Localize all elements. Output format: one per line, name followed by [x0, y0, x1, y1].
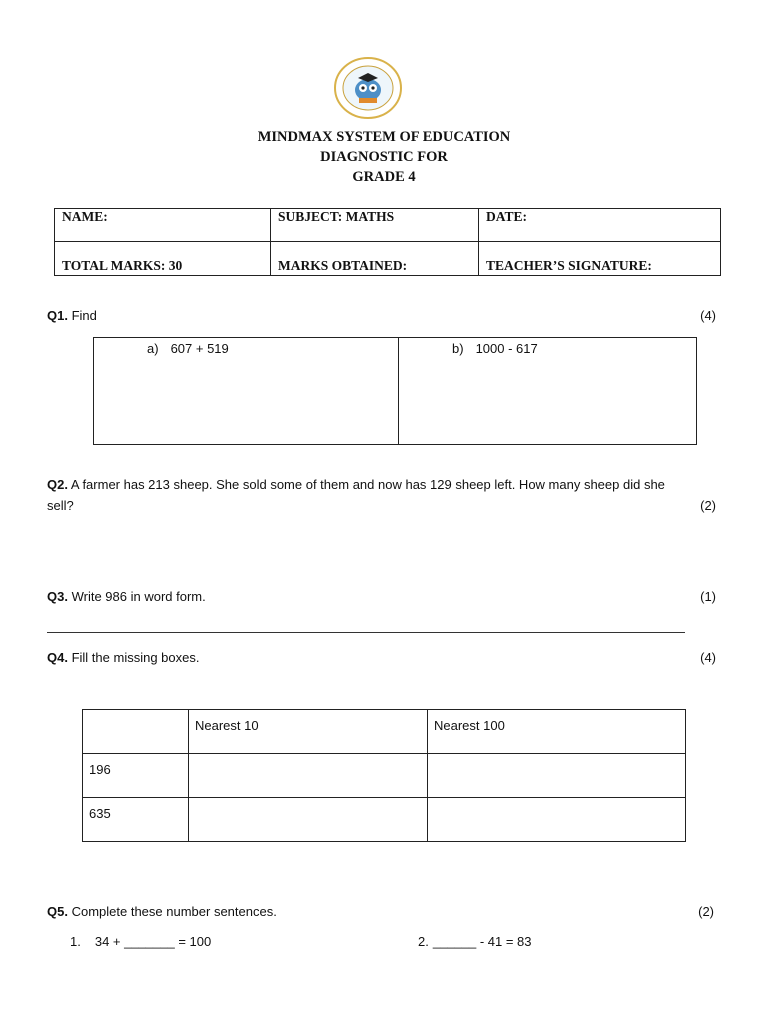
- answer-635-nearest-100[interactable]: [428, 798, 686, 842]
- q1b-cell[interactable]: [399, 338, 697, 445]
- teacher-signature-field[interactable]: TEACHER’S SIGNATURE:: [479, 242, 721, 276]
- corner-cell: [83, 710, 189, 754]
- q5-marks: (2): [698, 904, 714, 919]
- q2-answer-area[interactable]: [47, 520, 717, 580]
- q1-prompt: [47, 308, 97, 323]
- date-field[interactable]: DATE:: [479, 209, 721, 242]
- q4-marks: (4): [700, 650, 716, 665]
- q1a-cell[interactable]: [94, 338, 399, 445]
- q1a-expression: 607 + 519: [170, 341, 229, 356]
- student-info-table: [54, 208, 721, 276]
- q4-text: Fill the missing boxes.: [71, 650, 200, 665]
- school-logo: [333, 56, 403, 120]
- q1-text: Find: [71, 308, 97, 323]
- q5-item-1-sentence: 34 + _______ = 100: [94, 934, 212, 949]
- exam-title: DIAGNOSTIC FOR: [320, 149, 448, 165]
- marks-obtained-field[interactable]: MARKS OBTAINED:: [271, 242, 479, 276]
- name-field[interactable]: NAME:: [55, 209, 271, 242]
- q2-text: A farmer has 213 sheep. She sold some of them and now has 129 sheep left. How many sheep did she: [70, 477, 665, 492]
- q2-prompt: [47, 477, 727, 492]
- q1-work-table: [93, 337, 697, 445]
- q1b-label: b): [452, 341, 464, 356]
- q5-item-2[interactable]: [418, 934, 532, 949]
- q1b-expression: 1000 - 617: [475, 341, 538, 356]
- header-nearest-100: Nearest 100: [428, 710, 686, 754]
- q3-answer-line[interactable]: [47, 620, 685, 633]
- q5-item-2-number: 2.: [418, 934, 429, 949]
- rounding-table: [82, 709, 686, 842]
- q5-prompt: [47, 904, 277, 919]
- grade-title: GRADE 4: [352, 169, 416, 185]
- header-nearest-10: Nearest 10: [189, 710, 428, 754]
- answer-196-nearest-10[interactable]: [189, 754, 428, 798]
- q4-prompt: [47, 650, 199, 665]
- row-label-635: 635: [83, 798, 189, 842]
- school-name: MINDMAX SYSTEM OF EDUCATION: [257, 129, 511, 145]
- q3-prompt: [47, 589, 206, 604]
- q1-marks: (4): [700, 308, 716, 323]
- q5-label: Q5.: [47, 904, 68, 919]
- answer-196-nearest-100[interactable]: [428, 754, 686, 798]
- q3-marks: (1): [700, 589, 716, 604]
- q2-text-cont: sell?: [47, 498, 74, 513]
- row-label-196: 196: [83, 754, 189, 798]
- subject-field: SUBJECT: MATHS: [271, 209, 479, 242]
- q1a-label: a): [147, 341, 159, 356]
- q3-label: Q3.: [47, 589, 68, 604]
- q3-text: Write 986 in word form.: [71, 589, 206, 604]
- q4-label: Q4.: [47, 650, 68, 665]
- q2-label: Q2.: [47, 477, 68, 492]
- q5-item-2-sentence: ______ - 41 = 83: [432, 934, 532, 949]
- q2-marks: (2): [700, 498, 716, 513]
- answer-635-nearest-10[interactable]: [189, 798, 428, 842]
- q1-label: Q1.: [47, 308, 68, 323]
- q5-text: Complete these number sentences.: [71, 904, 277, 919]
- total-marks-field: TOTAL MARKS: 30: [55, 242, 271, 276]
- q5-item-1-number: 1.: [70, 934, 81, 949]
- q5-item-1[interactable]: [70, 934, 211, 949]
